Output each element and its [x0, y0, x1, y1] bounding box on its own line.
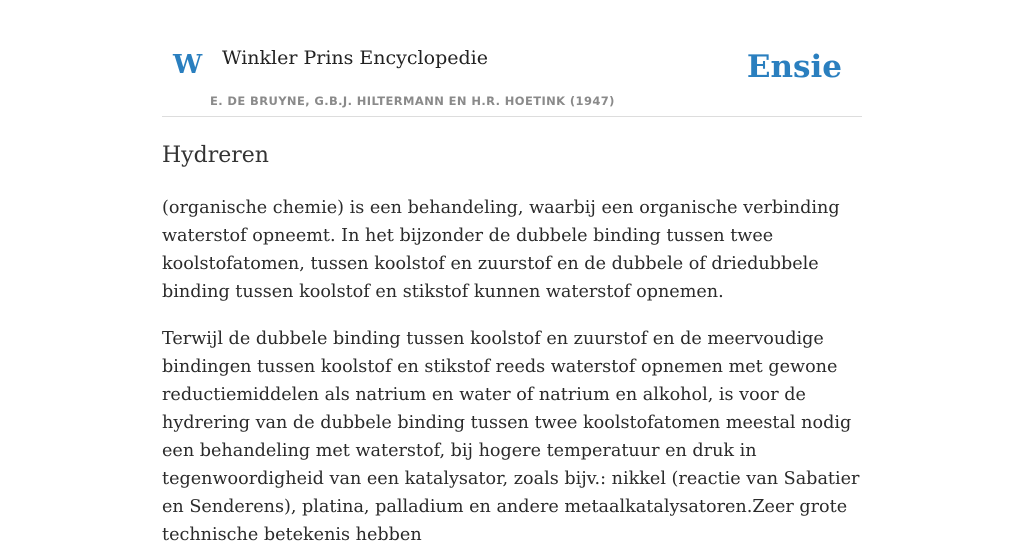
- article-paragraph: Terwijl de dubbele binding tussen koolstof en zuurstof en de meervoudige bindingen tussen koolstof en stikstof reeds waterstof opnemen met gewone reductiemiddelen als natrium en water of natrium en alkohol, is voor de hydrering van de dubbele binding tussen twee koolstofatomen meestal nodig een behandeling met waterstof, bij hogere temperatuur en druk in tegenwoordigheid van een katalysator, zoals bijv.: nikkel (reactie van Sabatier en Senderens), platina, palladium en andere metaalkatalysatoren.Zeer grote technische betekenis hebben: [162, 329, 860, 546]
- source-header: [162, 0, 862, 117]
- entry-title: Hydreren: [162, 143, 269, 168]
- article-page: [162, 0, 862, 549]
- article-paragraph: (organische chemie) is een behandeling, waarbij een organische verbinding waterstof opneemt. In het bijzonder de dubbele binding tussen twee koolstofatomen, tussen koolstof en zuurstof en de dubbele of driedubbele binding tussen koolstof en stikstof kunnen waterstof opnemen.: [162, 198, 840, 303]
- article-body: [162, 194, 862, 549]
- source-title[interactable]: Winkler Prins Encyclopedie: [222, 47, 488, 69]
- brand-logo[interactable]: Ensie: [746, 49, 842, 85]
- source-authors: E. DE BRUYNE, G.B.J. HILTERMANN EN H.R. HOETINK (1947): [210, 94, 615, 108]
- source-logo[interactable]: W: [173, 50, 203, 80]
